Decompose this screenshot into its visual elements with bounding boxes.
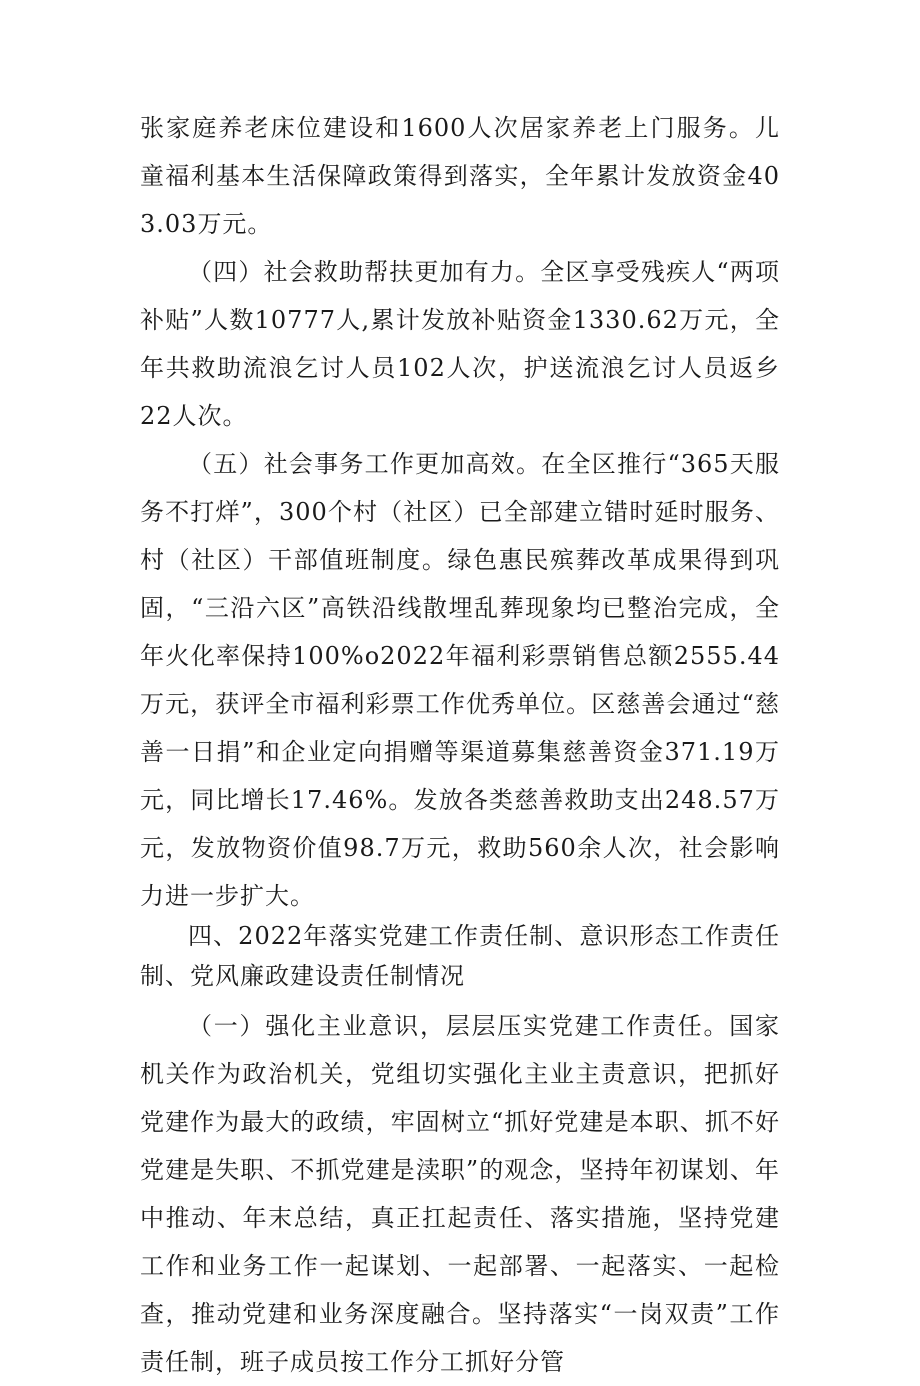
paragraph-party-building: （一）强化主业意识，层层压实党建工作责任。国家机关作为政治机关，党组切实强化主业主责意识，把抓好党建作为最大的政绩，牢固树立“抓好党建是本职、抓不好党建是失职、不抓党建是渎职”的观念，坚持年初谋划、年中推动、年末总结，真正扛起责任、落实措施，坚持党建工作和业务工作一起谋划、一起部署、一起落实、一起检查，推动党建和业务深度融合。坚持落实“一岗双责”工作责任制，班子成员按工作分工抓好分管: [140, 1012, 780, 1376]
document-body: [140, 104, 780, 1386]
section-heading: 四、2022年落实党建工作责任制、意识形态工作责任制、党风廉政建设责任制情况: [140, 922, 780, 990]
paragraph-social-assistance: （四）社会救助帮扶更加有力。全区享受残疾人“两项补贴”人数10777人,累计发放补贴资金1330.62万元，全年共救助流浪乞讨人员102人次，护送流浪乞讨人员返乡22人次。: [140, 258, 780, 430]
paragraph-child-welfare: 张家庭养老床位建设和1600人次居家养老上门服务。儿童福利基本生活保障政策得到落实，全年累计发放资金403.03万元。: [140, 114, 780, 238]
paragraph-social-affairs: （五）社会事务工作更加高效。在全区推行“365天服务不打烊”，300个村（社区）已全部建立错时延时服务、村（社区）干部值班制度。绿色惠民殡葬改革成果得到巩固，“三沿六区”高铁沿线散埋乱葬现象均已整治完成，全年火化率保持100%o2022年福利彩票销售总额2555.44万元，获评全市福利彩票工作优秀单位。区慈善会通过“慈善一日捐”和企业定向捐赠等渠道募集慈善资金371.19万元，同比增长17.46%。发放各类慈善救助支出248.57万元，发放物资价值98.7万元，救助560余人次，社会影响力进一步扩大。: [140, 450, 780, 910]
